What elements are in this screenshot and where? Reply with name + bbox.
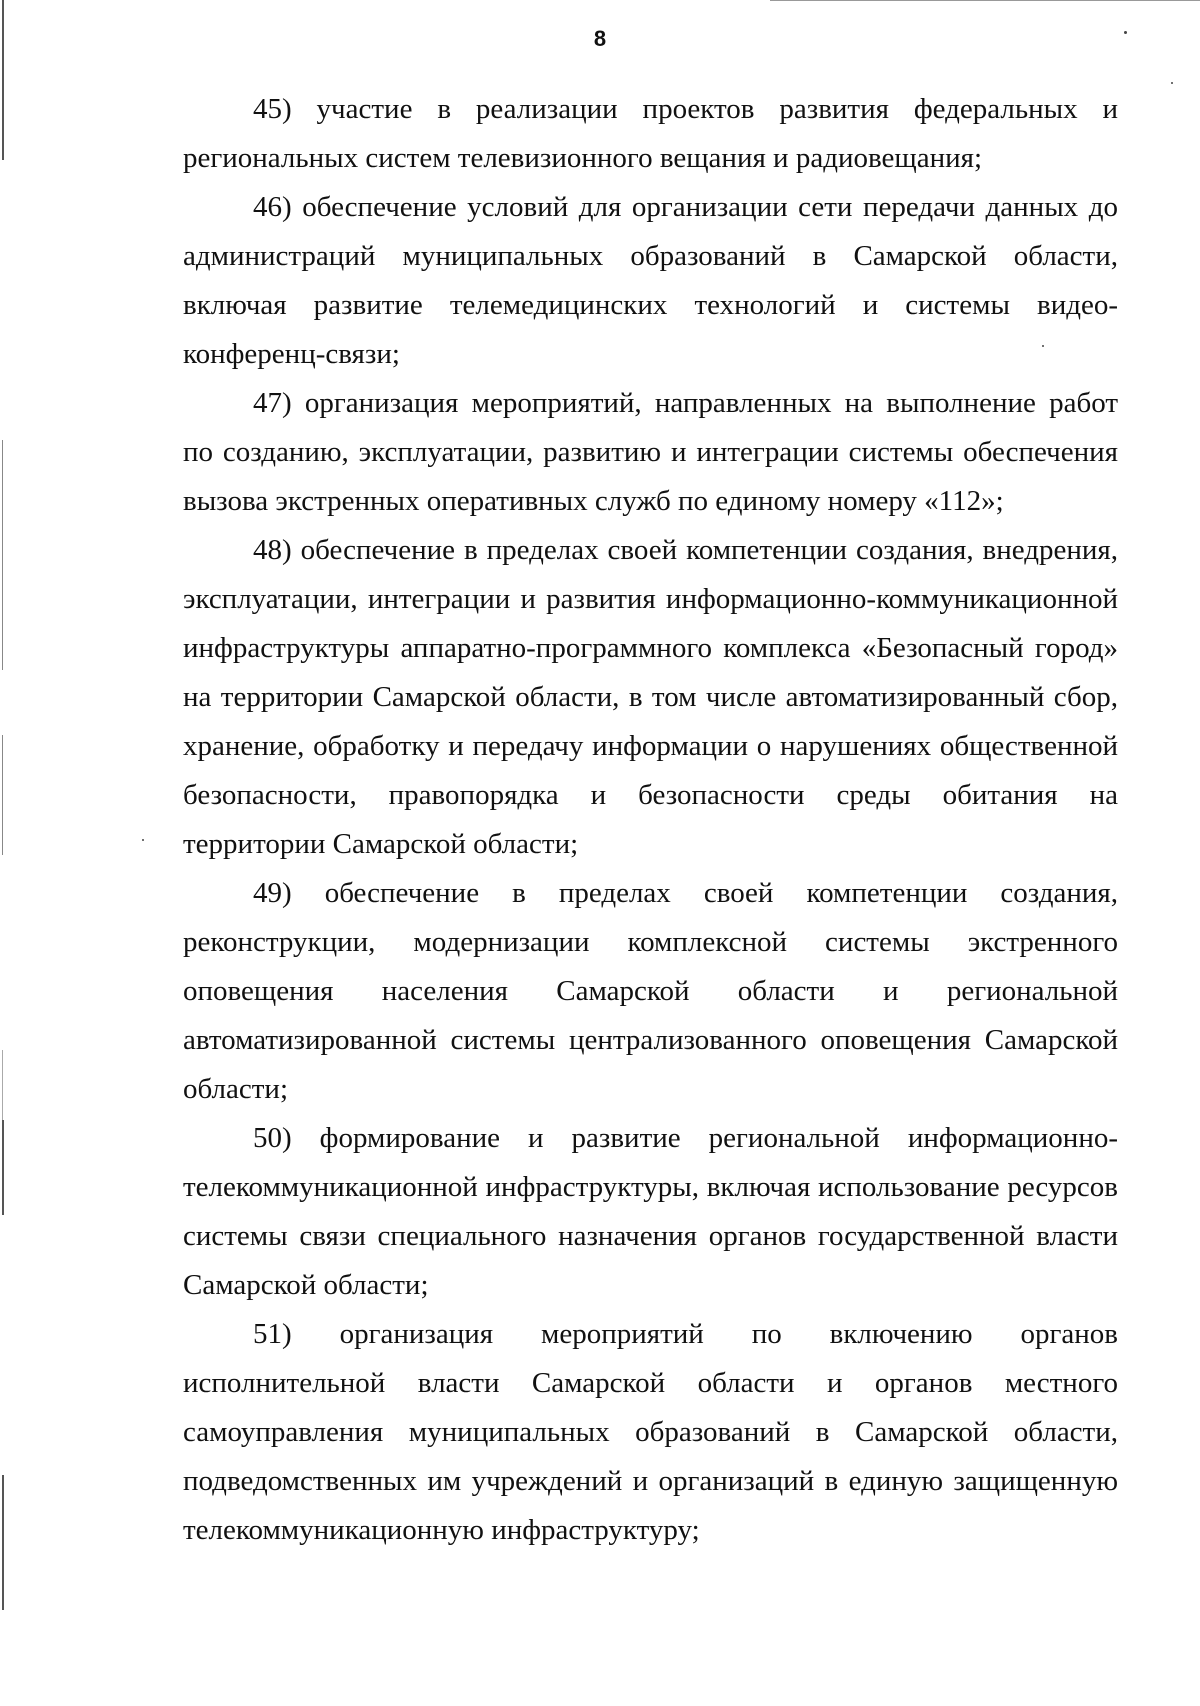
paragraph-item-51: 51) организация мероприятий по включению органов исполнительной власти Самарской области и органов местного самоуправления муниципальных образований в Самарской области, подведомственных им учреждений и организаций в единую защищенную телекоммуникационную инфраструктуру; bbox=[183, 1318, 1118, 1546]
scan-edge-line bbox=[2, 735, 3, 855]
scan-edge-line bbox=[770, 0, 1200, 1]
scan-edge-line bbox=[2, 1120, 4, 1215]
paragraph-item-45: 45) участие в реализации проектов развития федеральных и региональных систем телевизионного вещания и радиовещания; bbox=[183, 93, 1118, 174]
scan-edge-line bbox=[2, 1475, 4, 1610]
paragraph-item-48: 48) обеспечение в пределах своей компетенции создания, внедрения, эксплуатации, интеграции и развития информационно-коммуникационной инфраструктуры аппаратно-программного комплекса «Безопасный город» на территории Самарской области, в том числе автоматизированный сбор, хранение, обработку и передачу информации о нарушениях общественной безопасности, правопорядка и безопасности среды обитания на территории Самарской области; bbox=[183, 534, 1118, 860]
scan-edge-line bbox=[2, 0, 4, 160]
page-number: 8 bbox=[593, 26, 607, 51]
scan-speck bbox=[142, 839, 144, 841]
scan-speck bbox=[1171, 82, 1173, 84]
paragraph-item-47: 47) организация мероприятий, направленных на выполнение работ по созданию, эксплуатации, развитию и интеграции системы обеспечения вызова экстренных оперативных служб по единому номеру «112»; bbox=[183, 387, 1118, 517]
scan-edge-line bbox=[2, 440, 3, 670]
paragraph-item-49: 49) обеспечение в пределах своей компетенции создания, реконструкции, модернизации комплексной системы экстренного оповещения населения Самарской области и региональной автоматизированной системы централизованного оповещения Самарской области; bbox=[183, 877, 1118, 1105]
paragraph-item-50: 50) формирование и развитие региональной информационно-телекоммуникационной инфраструктуры, включая использование ресурсов системы связи специального назначения органов государственной власти Самарской области; bbox=[183, 1122, 1118, 1301]
document-body bbox=[183, 85, 1118, 1555]
paragraph-item-46: 46) обеспечение условий для организации сети передачи данных до администраций муниципальных образований в Самарской области, включая развитие телемедицинских технологий и системы видео-конференц-связи; bbox=[183, 191, 1118, 370]
